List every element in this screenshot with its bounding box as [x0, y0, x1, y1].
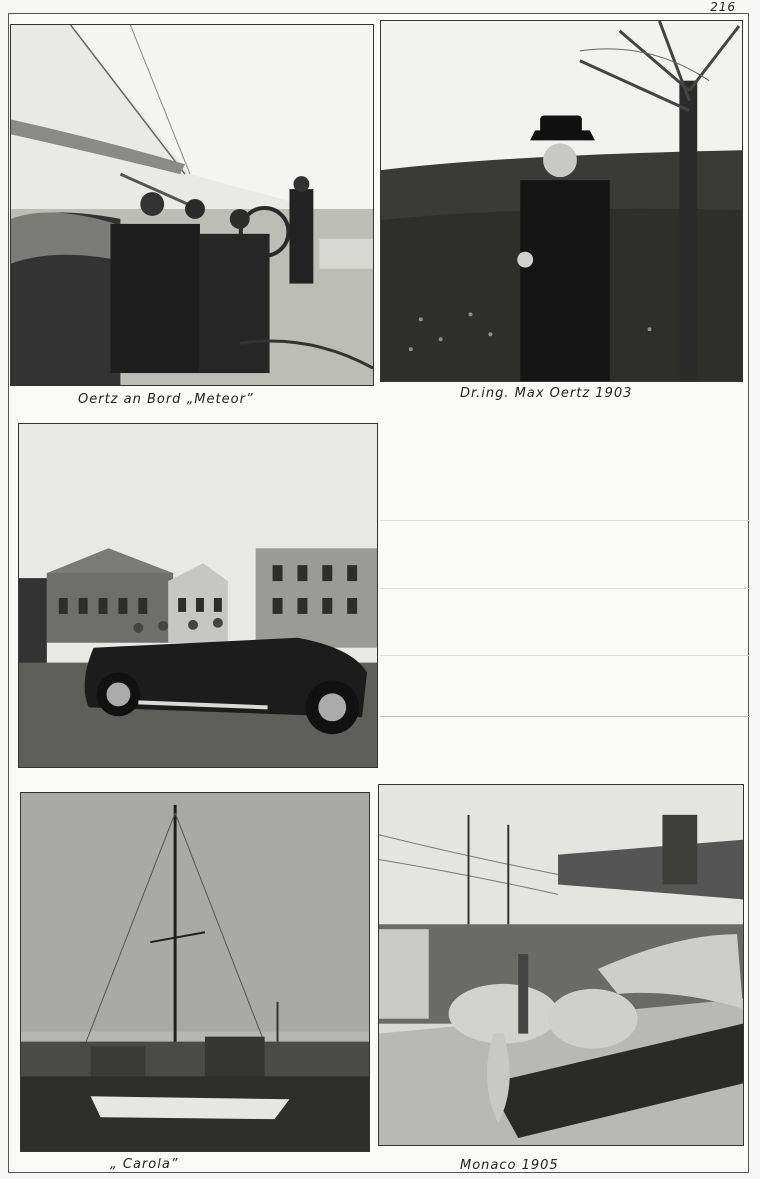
ruled-line: [380, 588, 750, 589]
photo-harbor: [378, 784, 744, 1146]
caption-portrait: Dr.ing. Max Oertz 1903: [460, 386, 633, 401]
page-number: 216: [710, 0, 736, 14]
caption-sailboat: „ Carola”: [110, 1157, 179, 1172]
photo-town-car: [18, 423, 378, 768]
caption-ship-deck: Oertz an Bord „Meteor”: [78, 392, 254, 407]
caption-harbor: Monaco 1905: [460, 1158, 559, 1173]
photo-portrait: [380, 20, 743, 382]
photo-sailboat: [20, 792, 370, 1152]
ruled-line: [380, 716, 750, 717]
photo-ship-deck: [10, 24, 374, 386]
ruled-line: [380, 655, 750, 656]
ruled-line: [380, 520, 750, 521]
